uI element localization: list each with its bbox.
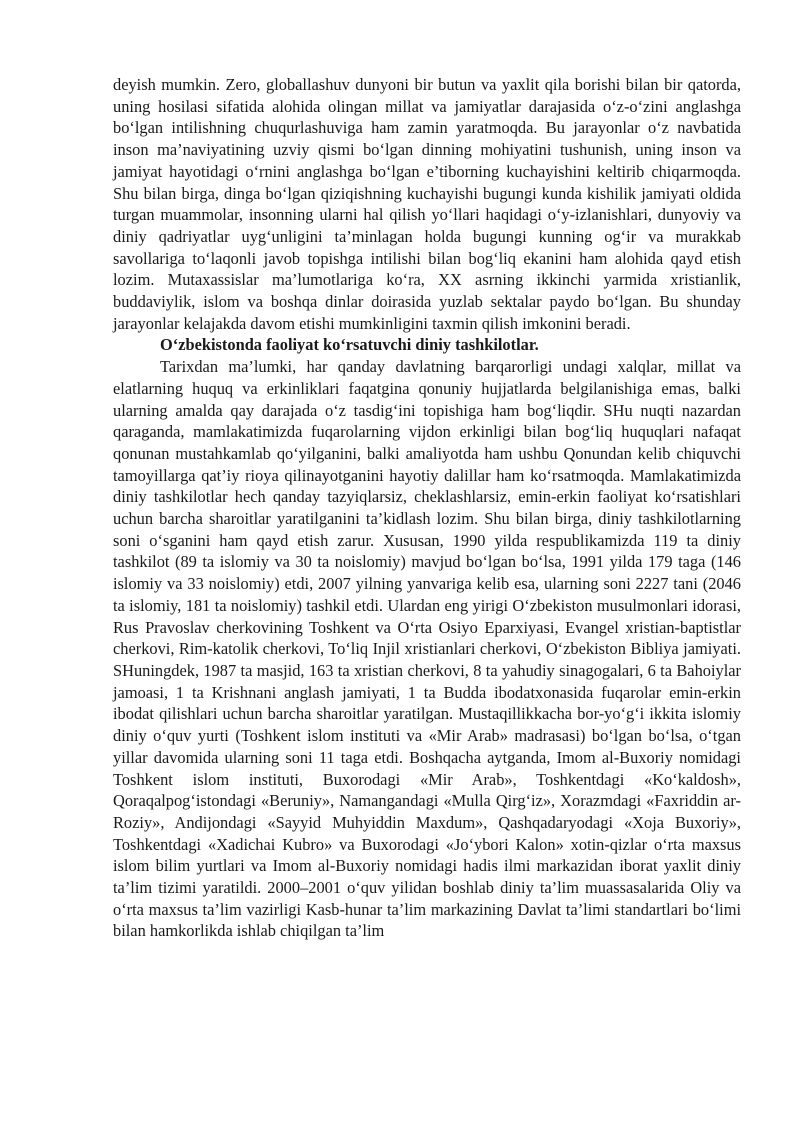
- paragraph-continuation: deyish mumkin. Zero, globallashuv dunyoni bir butun va yaxlit qila borishi bilan bir qatorda, uning hosilasi sifatida alohida olingan millat va jamiyatlar darajasida o‘z-o‘zini anglashga bo‘lgan intilishning chuqurlashuviga ham zamin yaratmoqda. Bu jarayonlar o‘z navbatida inson ma’naviyatining uzviy qismi bo‘lgan dinning mohiyatini tushunish, uning inson va jamiyat hayotidagi o‘rnini anglashga bo‘lgan e’tiborning kuchayishini keltirib chiqarmoqda. Shu bilan birga, dinga bo‘lgan qiziqishning kuchayishi bugungi kunda kishilik jamiyati oldida turgan muammolar, insonning ularni hal qilish yo‘llari haqidagi o‘y-izlanishlari, dunyoviy va diniy qadriyatlar uyg‘unligini ta’minlagan holda bugungi kunning og‘ir va murakkab savollariga to‘laqonli javob topishga intilishi bilan bog‘liq ekanini ham alohida qayd etish lozim. Mutaxassislar ma’lumotlariga ko‘ra, XX asrning ikkinchi yarmida xristianlik, buddaviylik, islom va boshqa dinlar doirasida yuzlab sektalar paydo bo‘lgan. Bu shunday jarayonlar kelajakda davom etishi mumkinligini taxmin qilish imkonini beradi.: [113, 75, 741, 333]
- document-page: [113, 74, 741, 942]
- section-heading: O‘zbekistonda faoliyat ko‘rsatuvchi diniy tashkilotlar.: [160, 335, 539, 355]
- paragraph-religious-organizations: Tarixdan ma’lumki, har qanday davlatning barqarorligi undagi xalqlar, millat va elatlarning huquq va erkinliklari faqatgina qonuniy hujjatlarda belgilanishiga emas, balki ularning amalda qay darajada o‘z tasdig‘ini topishiga ham bog‘liqdir. SHu nuqti nazardan qaraganda, mamlakatimizda fuqarolarning vijdon erkinligi bilan bog‘liq huquqlari nafaqat qonunan mustahkamlab qo‘yilganini, balki amaliyotda ham ushbu Qonundan kelib chiquvchi tamoyillarga qat’iy rioya qilinayotganini hayotiy dalillar ham ko‘rsatmoqda. Mamlakatimizda diniy tashkilotlar hech qanday tazyiqlarsiz, cheklashlarsiz, emin-erkin faoliyat ko‘rsatishlari uchun barcha sharoitlar yaratilganini ta’kidlash lozim. Shu bilan birga, diniy tashkilotlarning soni o‘sganini ham qayd etish zarur. Xususan, 1990 yilda respublikamizda 119 ta diniy tashkilot (89 ta islomiy va 30 ta noislomiy) mavjud bo‘lgan bo‘lsa, 1991 yilda 179 taga (146 islomiy va 33 noislomiy) etdi, 2007 yilning yanvariga kelib esa, ularning soni 2227 tani (2046 ta islomiy, 181 ta noislomiy) tashkil etdi. Ulardan eng yirigi O‘zbekiston musulmonlari idorasi, Rus Pravoslav cherkovining Toshkent va O‘rta Osiyo Eparxiyasi, Evangel xristian-baptistlar cherkovi, Rim-katolik cherkovi, To‘liq Injil xristianlari cherkovi, O‘zbekiston Bibliya jamiyati. SHuningdek, 1987 ta masjid, 163 ta xristian cherkovi, 8 ta yahudiy sinagogalari, 6 ta Bahoiylar jamoasi, 1 ta Krishnani anglash jamiyati, 1 ta Budda ibodatxonasida fuqarolar emin-erkin ibodat qilishlari uchun barcha sharoitlar yaratilgan. Mustaqillikkacha bor-yo‘g‘i ikkita islomiy diniy o‘quv yurti (Toshkent islom instituti va «Mir Arab» madrasasi) bo‘lgan bo‘lsa, o‘tgan yillar davomida ularning soni 11 taga etdi. Boshqacha aytganda, Imom al-Buxoriy nomidagi Toshkent islom instituti, Buxorodagi «Mir Arab», Toshkentdagi «Ko‘kaldosh», Qoraqalpog‘istondagi «Beruniy», Namangandagi «Mulla Qirg‘iz», Xorazmdagi «Faxriddin ar-Roziy», Andijondagi «Sayyid Muhyiddin Maxdum», Qashqadaryodagi «Xoja Buxoriy», Toshkentdagi «Xadichai Kubro» va Buxorodagi «Jo‘ybori Kalon» xotin-qizlar o‘rta maxsus islom bilim yurtlari va Imom al-Buxoriy nomidagi hadis ilmi markazidan iborat yaxlit diniy ta’lim tizimi yaratildi. 2000–2001 o‘quv yilidan boshlab diniy ta’lim muassasalarida Oliy va o‘rta maxsus ta’lim vazirligi Kasb-hunar ta’lim markazining Davlat ta’limi standartlari bo‘limi bilan hamkorlikda ishlab chiqilgan ta’lim: [113, 357, 741, 941]
